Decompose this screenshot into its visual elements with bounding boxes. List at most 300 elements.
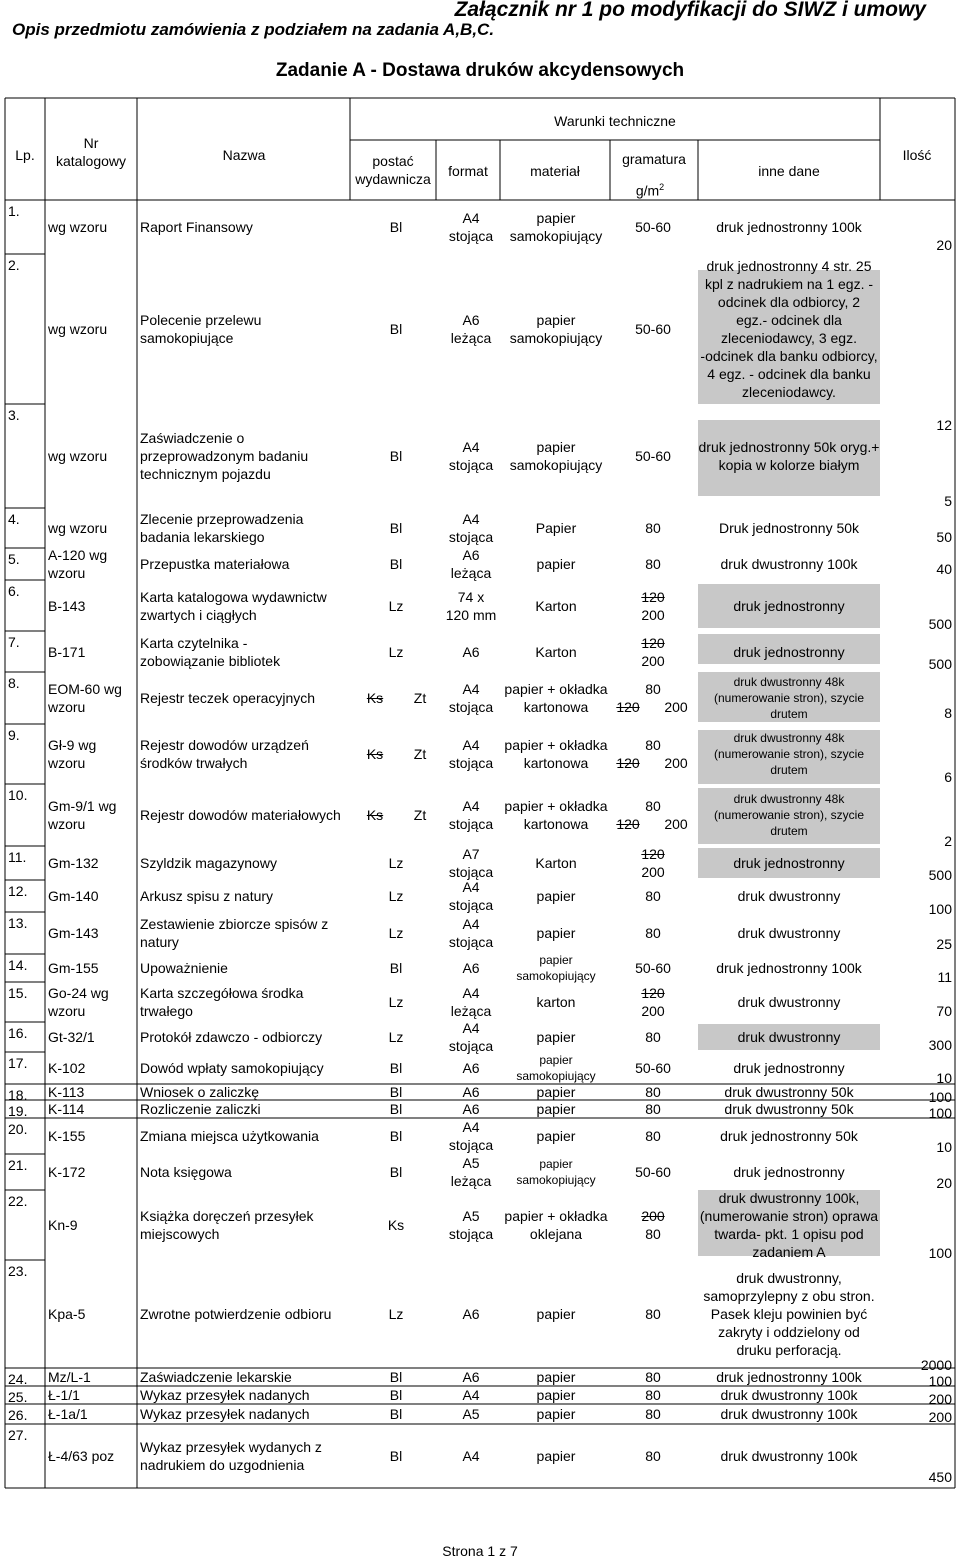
- row-nazwa: Rejestr teczek operacyjnych: [140, 690, 316, 706]
- row-format: A4: [462, 681, 480, 697]
- row-postac-old: Ks: [366, 746, 384, 762]
- row-material: papier: [536, 439, 576, 455]
- row-material: papier: [536, 1369, 576, 1385]
- row-format: A5: [462, 1155, 480, 1171]
- row-nazwa: Zaświadczenie lekarskie: [140, 1369, 292, 1385]
- attachment-title: Załącznik nr 1 po modyfikacji do SIWZ i umowy: [454, 0, 926, 21]
- row-lp: 25.: [8, 1389, 28, 1405]
- row-nazwa: Rejestr dowodów materiałowych: [140, 807, 341, 823]
- row-material: papier: [536, 1128, 576, 1144]
- row-lp: 14.: [8, 957, 28, 973]
- row-nr: Gm-9/1 wg: [48, 798, 117, 814]
- row-gram-old: 120: [616, 755, 640, 771]
- row-nazwa: trwałego: [140, 1003, 193, 1019]
- row-gram: 200: [641, 864, 665, 880]
- row-format: stojąca: [448, 228, 494, 244]
- row-material: papier: [536, 312, 576, 328]
- row-ilosc: 6: [944, 769, 952, 785]
- row-postac: Bl: [389, 1164, 403, 1180]
- row-inne-dane: druk dwustronny 50k: [724, 1101, 854, 1117]
- row-lp: 16.: [8, 1025, 28, 1041]
- row-inne-dane: druk jednostronny 100k: [716, 219, 862, 235]
- col-inne-dane: inne dane: [758, 163, 820, 179]
- row-ilosc: 450: [928, 1469, 952, 1485]
- row-lp: 8.: [8, 675, 20, 691]
- row-material: papier: [536, 556, 576, 572]
- row-material: samokopiujący: [516, 969, 596, 983]
- row-inne-dane: druk dwustronny 50k: [724, 1084, 854, 1100]
- row-nazwa: Protokół zdawczo - odbiorczy: [140, 1029, 323, 1045]
- row-nr: K-113: [48, 1084, 85, 1100]
- row-postac: Bl: [389, 1084, 403, 1100]
- row-lp: 27.: [8, 1427, 28, 1443]
- row-format: A4: [462, 210, 480, 226]
- row-nr: wzoru: [48, 1003, 86, 1019]
- row-lp: 2.: [8, 257, 20, 273]
- row-nazwa: Karta czytelnika -: [140, 634, 248, 651]
- row-inne-dane: druk dwustronny 100k: [720, 556, 858, 572]
- row-nr: EOM-60 wg: [48, 681, 122, 697]
- row-nazwa: Zaświadczenie o: [140, 430, 245, 446]
- row-nr: Gm-143: [48, 925, 99, 941]
- row-nr: Gm-140: [48, 888, 99, 904]
- row-format: leżąca: [450, 1003, 492, 1019]
- row-gram: 50-60: [635, 448, 671, 464]
- row-gram2: 200: [664, 755, 688, 771]
- row-ilosc: 70: [936, 1003, 952, 1019]
- row-format: A4: [462, 511, 480, 527]
- row-lp: 9.: [8, 727, 20, 743]
- row-inne-dane: odcinek dla odbiorcy, 2: [717, 294, 861, 310]
- row-ilosc: 100: [928, 1373, 952, 1389]
- row-gram-old: 120: [641, 985, 665, 1001]
- row-postac: Bl: [389, 960, 403, 976]
- row-material: kartonowa: [523, 699, 589, 715]
- row-format: stojąca: [448, 1226, 494, 1242]
- row-inne-dane: drutem: [770, 763, 808, 777]
- row-ilosc: 5: [944, 493, 952, 509]
- row-nr: Ł-1/1: [48, 1387, 80, 1403]
- row-lp: 4.: [8, 511, 20, 527]
- row-gram: 200: [641, 1003, 665, 1019]
- row-nr: Gł-9 wg: [48, 737, 97, 753]
- row-nazwa: Rejestr dowodów urządzeń: [140, 737, 309, 753]
- row-postac: Bl: [389, 321, 403, 337]
- row-format: A7: [462, 846, 480, 862]
- row-lp: 1.: [8, 203, 20, 219]
- row-format: A6: [462, 1306, 480, 1322]
- row-material: samokopiujący: [509, 457, 603, 473]
- col-ilosc: Ilość: [902, 147, 932, 163]
- row-gram: 80: [645, 520, 661, 536]
- row-inne-dane: (numerowanie stron), szycie: [713, 691, 865, 705]
- col-material: materiał: [530, 163, 580, 179]
- row-gram: 80: [645, 1101, 661, 1117]
- row-nazwa: Karta szczegółowa środka: [140, 985, 304, 1001]
- row-lp: 18.: [8, 1087, 28, 1103]
- row-lp: 20.: [8, 1121, 28, 1137]
- row-format: stojąca: [448, 755, 494, 771]
- row-nazwa: miejscowych: [140, 1226, 220, 1242]
- row-ilosc: 100: [928, 901, 952, 917]
- row-lp: 5.: [8, 551, 20, 567]
- row-material: oklejana: [529, 1226, 583, 1242]
- row-nr: Go-24 wg: [48, 985, 109, 1001]
- row-gram2: 200: [664, 699, 688, 715]
- row-format: A6: [462, 960, 480, 976]
- row-ilosc: 300: [928, 1037, 952, 1053]
- row-format: A4: [462, 1448, 480, 1464]
- row-nazwa: Wniosek o zaliczkę: [140, 1084, 260, 1100]
- row-inne-dane: druk dwustronny 48k: [733, 731, 845, 745]
- row-ilosc: 50: [936, 529, 952, 545]
- row-format: leżąca: [450, 1173, 492, 1189]
- row-gram: 80: [645, 1448, 661, 1464]
- row-nr: K-114: [48, 1101, 85, 1117]
- row-gram: 80: [645, 1306, 661, 1322]
- row-postac-old: Ks: [366, 807, 384, 823]
- row-material: papier + okładka: [504, 1208, 608, 1224]
- row-lp: 24.: [8, 1371, 28, 1387]
- row-ilosc: 200: [928, 1391, 952, 1407]
- row-inne-dane: kpl z nadrukiem na 1 egz. -: [704, 276, 874, 292]
- row-inne-dane: (numerowanie stron), szycie: [713, 747, 865, 761]
- row-lp: 21.: [8, 1157, 28, 1173]
- row-ilosc: 2000: [920, 1357, 952, 1373]
- row-nazwa: zobowiązanie bibliotek: [140, 652, 281, 669]
- row-inne-dane: druk jednostronny: [733, 597, 845, 614]
- row-nr: Mz/L-1: [48, 1369, 91, 1385]
- row-lp: 6.: [8, 583, 20, 599]
- row-postac: Bl: [389, 219, 403, 235]
- row-inne-dane: druk dwustronny: [737, 994, 841, 1010]
- row-ilosc: 20: [936, 237, 952, 253]
- row-ilosc: 12: [936, 417, 952, 433]
- row-inne-dane: zleceniodawcy, 3 egz.: [721, 330, 857, 346]
- row-nazwa: natury: [140, 934, 179, 950]
- row-nazwa: Karta katalogowa wydawnictw: [140, 588, 327, 605]
- row-postac: Bl: [389, 448, 403, 464]
- row-postac: Zt: [413, 807, 427, 823]
- row-gram: 80: [645, 1128, 661, 1144]
- row-postac: Lz: [388, 888, 404, 904]
- row-gram: 80: [645, 1406, 661, 1422]
- row-nazwa: technicznym pojazdu: [140, 466, 271, 482]
- row-material: papier: [536, 1306, 576, 1322]
- row-material: papier: [539, 953, 573, 967]
- row-lp: 22.: [8, 1193, 28, 1209]
- row-nazwa: samokopiujące: [140, 330, 234, 346]
- row-inne-dane: zadaniem A: [752, 1244, 826, 1260]
- row-nazwa: zwartych i ciągłych: [140, 606, 257, 623]
- row-postac: Lz: [388, 597, 404, 614]
- row-nazwa: Wykaz przesyłek nadanych: [140, 1387, 310, 1403]
- row-ilosc: 500: [928, 656, 952, 672]
- row-material: papier: [536, 925, 576, 941]
- row-format: stojąca: [448, 934, 494, 950]
- row-nazwa: Arkusz spisu z natury: [140, 888, 274, 904]
- row-gram: 200: [641, 606, 665, 623]
- row-postac: Bl: [389, 1369, 403, 1385]
- row-gram: 80: [645, 1029, 661, 1045]
- row-gram-old: 200: [641, 1208, 665, 1224]
- row-inne-dane: druk jednostronny 50k: [720, 1128, 858, 1144]
- row-inne-dane: druk jednostronny: [733, 1060, 845, 1076]
- row-format: A6: [462, 1101, 480, 1117]
- row-ilosc: 11: [937, 969, 952, 985]
- row-material: papier: [539, 1053, 573, 1067]
- row-nr: wg wzoru: [48, 520, 108, 536]
- row-material: kartonowa: [523, 816, 589, 832]
- row-inne-dane: Pasek kleju powinien być: [710, 1306, 868, 1322]
- row-material: papier: [536, 1084, 576, 1100]
- row-nr: A-120 wg: [48, 547, 108, 563]
- row-nr: wzoru: [48, 699, 86, 715]
- row-lp: 12.: [8, 883, 28, 899]
- page-footer: Strona 1 z 7: [442, 1543, 518, 1559]
- row-nr: wg wzoru: [48, 448, 108, 464]
- row-ilosc: 10: [936, 1070, 952, 1086]
- col-nr-katalogowy: Nr: [83, 135, 99, 151]
- row-format: stojąca: [448, 1137, 494, 1153]
- row-nazwa: Upoważnienie: [140, 960, 228, 976]
- row-inne-dane: druk dwustronny 100k: [720, 1387, 858, 1403]
- row-ilosc: 8: [944, 705, 952, 721]
- row-gram: 50-60: [635, 1164, 671, 1180]
- row-material: papier + okładka: [504, 737, 608, 753]
- row-material: papier + okładka: [504, 798, 608, 814]
- task-title: Zadanie A - Dostawa druków akcydensowych: [275, 60, 685, 81]
- row-nr: wg wzoru: [48, 219, 108, 235]
- row-material: samokopiujący: [516, 1173, 596, 1187]
- row-nazwa: Wykaz przesyłek wydanych z: [140, 1439, 322, 1455]
- row-inne-dane: druk jednostronny 4 str. 25: [706, 258, 872, 274]
- row-format: stojąca: [448, 864, 494, 880]
- row-nazwa: przeprowadzonym badaniu: [140, 448, 309, 464]
- row-gram: 50-60: [635, 960, 671, 976]
- row-ilosc: 20: [936, 1175, 952, 1191]
- row-gram: 80: [645, 925, 661, 941]
- row-format: A4: [462, 916, 480, 932]
- row-postac: Lz: [388, 643, 404, 660]
- row-gram: 80: [645, 556, 661, 572]
- row-format: A4: [462, 1020, 480, 1036]
- row-inne-dane: (numerowanie stron), szycie: [713, 808, 865, 822]
- row-gram: 200: [641, 652, 665, 669]
- row-nazwa: Szyldzik magazynowy: [140, 855, 277, 871]
- row-inne-dane: druk jednostronny: [733, 855, 845, 871]
- row-material: Papier: [535, 520, 577, 536]
- row-gram: 80: [645, 737, 661, 753]
- row-gram2: 200: [664, 816, 688, 832]
- row-nazwa: nadrukiem do uzgodnienia: [140, 1457, 305, 1473]
- row-material: papier: [536, 888, 576, 904]
- row-inne-dane: drutem: [770, 707, 808, 721]
- col-lp: Lp.: [15, 147, 35, 163]
- row-format: A4: [462, 879, 480, 895]
- row-inne-dane: druk dwustronny 100k: [720, 1448, 858, 1464]
- row-nr: Gm-155: [48, 960, 99, 976]
- row-nazwa: Zlecenie przeprowadzenia: [140, 511, 304, 527]
- row-nr: Ł-4/63 poz: [48, 1448, 115, 1464]
- row-format: stojąca: [448, 699, 494, 715]
- row-gram: 80: [645, 1369, 661, 1385]
- row-nr: wzoru: [48, 565, 86, 581]
- row-nazwa: Książka doręczeń przesyłek: [140, 1208, 314, 1224]
- row-nr: wzoru: [48, 755, 86, 771]
- row-format: A4: [462, 737, 480, 753]
- row-postac: Lz: [388, 1306, 404, 1322]
- row-inne-dane: druk dwustronny,: [736, 1270, 842, 1286]
- row-gram-old: 120: [641, 588, 665, 605]
- row-lp: 11.: [8, 849, 27, 865]
- row-format: 120 mm: [445, 606, 497, 623]
- row-lp: 19.: [8, 1103, 28, 1119]
- row-nazwa: środków trwałych: [140, 755, 248, 771]
- row-gram: 80: [645, 888, 661, 904]
- row-nazwa: Zestawienie zbiorcze spisów z: [140, 916, 329, 932]
- col-gm: $g/m^2$: [635, 182, 665, 199]
- row-format: A4: [462, 798, 480, 814]
- row-material: papier: [536, 210, 576, 226]
- row-inne-dane: (numerowanie stron) oprawa: [699, 1208, 879, 1224]
- row-ilosc: 2: [944, 833, 952, 849]
- row-nr: wzoru: [48, 816, 86, 832]
- row-material: samokopiujący: [509, 228, 603, 244]
- row-gram: 80: [645, 1084, 661, 1100]
- row-postac: Bl: [389, 520, 403, 536]
- row-gram: 80: [645, 798, 661, 814]
- row-nazwa: Raport Finansowy: [140, 219, 253, 235]
- row-nazwa: Zwrotne potwierdzenie odbioru: [140, 1306, 332, 1322]
- row-gram-old: 120: [641, 634, 665, 651]
- row-nr: wg wzoru: [48, 321, 108, 337]
- row-inne-dane: druk jednostronny: [733, 643, 845, 660]
- row-nr: B-143: [48, 597, 86, 614]
- row-format: stojąca: [448, 1038, 494, 1054]
- row-postac: Lz: [388, 925, 404, 941]
- row-nazwa: Zmiana miejsca użytkowania: [140, 1128, 319, 1144]
- row-postac: Bl: [389, 556, 403, 572]
- row-postac: Lz: [388, 855, 404, 871]
- row-nazwa: Nota księgowa: [140, 1164, 232, 1180]
- row-gram: 80: [645, 1226, 661, 1242]
- row-postac: Bl: [389, 1128, 403, 1144]
- row-ilosc: 25: [936, 936, 952, 952]
- row-material: papier + okładka: [504, 681, 608, 697]
- row-format: leżąca: [450, 565, 492, 581]
- col-postac: wydawnicza: [355, 171, 431, 187]
- row-format: A6: [462, 1084, 480, 1100]
- row-gram: 50-60: [635, 321, 671, 337]
- row-lp: 23.: [8, 1263, 28, 1279]
- row-ilosc: 40: [936, 561, 952, 577]
- row-format: A6: [462, 1060, 480, 1076]
- row-format: A4: [462, 985, 480, 1001]
- row-format: A4: [462, 1119, 480, 1135]
- row-material: Karton: [535, 855, 577, 871]
- row-format: A6: [462, 643, 480, 660]
- row-inne-dane: egz.- odcinek dla: [736, 312, 842, 328]
- col-nazwa: Nazwa: [222, 147, 266, 163]
- row-nr: Ł-1a/1: [48, 1406, 88, 1422]
- row-postac: Ks: [387, 1217, 405, 1233]
- row-ilosc: 100: [928, 1245, 952, 1261]
- row-lp: 10.: [8, 787, 28, 803]
- row-gram-old: 120: [641, 846, 665, 862]
- row-material: papier: [536, 1387, 576, 1403]
- row-format: 74 x: [457, 588, 485, 605]
- row-material: karton: [536, 994, 576, 1010]
- row-nazwa: badania lekarskiego: [140, 529, 265, 545]
- row-inne-dane: druk jednostronny: [733, 1164, 845, 1180]
- row-material: papier: [539, 1157, 573, 1171]
- row-postac-old: Ks: [366, 690, 384, 706]
- row-lp: 17.: [8, 1055, 28, 1071]
- row-format: stojąca: [448, 457, 494, 473]
- row-postac: Lz: [388, 1029, 404, 1045]
- row-nazwa: Przepustka materiałowa: [140, 556, 290, 572]
- row-material: papier: [536, 1406, 576, 1422]
- row-inne-dane: druk jednostronny 50k oryg.+: [698, 439, 880, 455]
- row-format: stojąca: [448, 529, 494, 545]
- row-format: stojąca: [448, 897, 494, 913]
- row-postac: Zt: [413, 746, 427, 762]
- row-lp: 26.: [8, 1407, 28, 1423]
- row-gram: 80: [645, 681, 661, 697]
- row-inne-dane: zleceniodawcy.: [742, 384, 836, 400]
- col-gm-sup: 2: [659, 182, 665, 192]
- row-ilosc: 500: [928, 616, 952, 632]
- row-ilosc: 200: [928, 1409, 952, 1425]
- row-postac: Bl: [389, 1101, 403, 1117]
- row-gram: 50-60: [635, 219, 671, 235]
- row-inne-dane: druk dwustronny: [737, 888, 841, 904]
- row-gram: 50-60: [635, 1060, 671, 1076]
- row-nr: Gm-132: [48, 855, 99, 871]
- row-format: A5: [462, 1406, 480, 1422]
- row-ilosc: 100: [928, 1089, 952, 1105]
- row-format: stojąca: [448, 816, 494, 832]
- row-format: A6: [462, 1369, 480, 1385]
- row-lp: 7.: [8, 634, 20, 650]
- row-postac: Bl: [389, 1387, 403, 1403]
- row-inne-dane: drutem: [770, 824, 808, 838]
- description-title: Opis przedmiotu zamówienia z podziałem na zadania A,B,C.: [12, 20, 495, 39]
- col-format: format: [448, 163, 488, 179]
- col-nr-katalogowy: katalogowy: [55, 153, 127, 169]
- row-format: A6: [462, 547, 480, 563]
- row-material: kartonowa: [523, 755, 589, 771]
- row-lp: 3.: [8, 407, 20, 423]
- row-inne-dane: druk dwustronny 100k,: [718, 1190, 860, 1206]
- row-material: Karton: [535, 643, 577, 660]
- row-inne-dane: druku perforacją.: [736, 1342, 842, 1358]
- row-format: A4: [462, 439, 480, 455]
- row-format: A4: [462, 1387, 480, 1403]
- row-material: papier: [536, 1101, 576, 1117]
- row-nr: Kn-9: [48, 1217, 78, 1233]
- row-inne-dane: druk dwustronny 48k: [733, 792, 845, 806]
- row-inne-dane: druk dwustronny 100k: [720, 1406, 858, 1422]
- row-material: samokopiujący: [509, 330, 603, 346]
- row-nr: Gt-32/1: [48, 1029, 95, 1045]
- col-postac: postać: [372, 153, 414, 169]
- row-lp: 15.: [8, 985, 28, 1001]
- row-lp: 13.: [8, 915, 28, 931]
- row-postac: Bl: [389, 1060, 403, 1076]
- row-inne-dane: -odcinek dla banku odbiorcy,: [700, 348, 878, 364]
